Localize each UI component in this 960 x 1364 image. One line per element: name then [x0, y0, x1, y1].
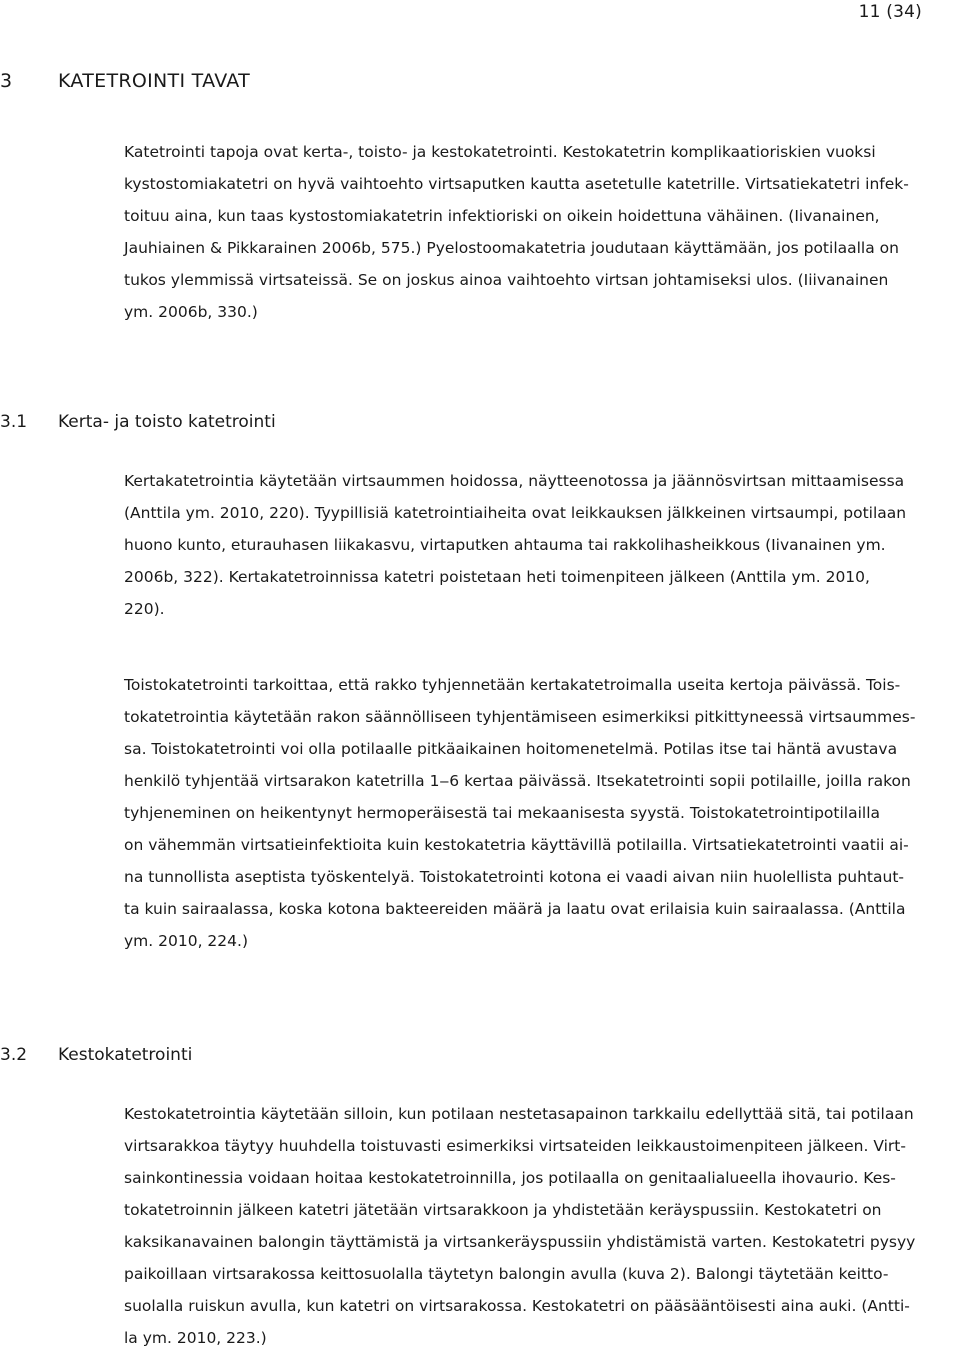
text-line: paikoillaan virtsarakossa keittosuolalla täytetyn balongin avulla (kuva 2). Balongi täytetään keitto- — [124, 1265, 889, 1283]
toistokatetrointi-paragraph — [124, 669, 936, 957]
text-line: suolalla ruiskun avulla, kun katetri on virtsarakossa. Kestokatetri on pääsääntöisesti aina auki. (Antti- — [124, 1297, 910, 1315]
text-line: kaksikanavainen balongin täyttämistä ja virtsankeräyspussiin yhdistämistä varten. Kestokatetri pysyy — [124, 1233, 916, 1251]
text-line: (Anttila ym. 2010, 220). Tyypillisiä katetrointiaiheita ovat leikkauksen jälkkeinen virtsaumpi, potilaan — [124, 504, 907, 522]
section-title: Kestokatetrointi — [58, 1045, 193, 1065]
text-line: kystostomiakatetri on hyvä vaihtoehto virtsaputken kautta asetetulle katetrille. Virtsatiekatetri infek- — [124, 175, 909, 193]
text-line: na tunnollista aseptista työskentelyä. Toistokatetrointi kotona ei vaadi aivan niin huolellista puhtaut- — [124, 868, 905, 886]
text-line: 220). — [124, 600, 165, 618]
text-line: henkilö tyhjentää virtsarakon katetrilla 1‒6 kertaa päivässä. Itsekatetrointi sopii potilaille, joilla rakon — [124, 772, 911, 790]
text-line: virtsarakkoa täytyy huuhdella toistuvasti esimerkiksi virtsateiden leikkaustoimenpiteen jälkeen. Virt- — [124, 1137, 906, 1155]
section-number: 3.2 — [0, 1045, 28, 1065]
text-line: Kertakatetrointia käytetään virtsaummen hoidossa, näytteenotossa ja jäännösvirtsan mittaamisessa — [124, 472, 905, 490]
chapter-heading — [0, 70, 250, 92]
text-line: toituu aina, kun taas kystostomiakatetrin infektioriski on oikein hoidettuna vähäinen. (Iivanainen, — [124, 207, 880, 225]
text-line: huono kunto, eturauhasen liikakasvu, virtaputken ahtauma tai rakkolihasheikkous (Iivanainen ym. — [124, 536, 886, 554]
chapter-title: KATETROINTI TAVAT — [58, 70, 251, 92]
intro-paragraph — [124, 136, 936, 328]
text-line: Kestokatetrointia käytetään silloin, kun potilaan nestetasapainon tarkkailu edellyttää sitä, tai potilaan — [124, 1105, 914, 1123]
section-heading-3-2 — [0, 1045, 192, 1065]
section-title: Kerta- ja toisto katetrointi — [58, 412, 276, 432]
text-line: Toistokatetrointi tarkoittaa, että rakko tyhjennetään kertakatetroimalla useita kertoja päivässä. Tois- — [124, 676, 901, 694]
chapter-number: 3 — [0, 70, 13, 92]
page-number: 11 (34) — [858, 2, 922, 22]
kestokatetrointi-paragraph — [124, 1098, 936, 1354]
text-line: ta kuin sairaalassa, koska kotona bakteereiden määrä ja laatu ovat erilaisia kuin sairaalassa. (Anttila — [124, 900, 906, 918]
text-line: 2006b, 322). Kertakatetroinnissa katetri poistetaan heti toimenpiteen jälkeen (Anttila ym. 2010, — [124, 568, 870, 586]
text-line: Jauhiainen & Pikkarainen 2006b, 575.) Pyelostoomakatetria joudutaan käyttämään, jos potilaalla on — [124, 239, 899, 257]
text-line: ym. 2010, 224.) — [124, 932, 248, 950]
text-line: on vähemmän virtsatieinfektioita kuin kestokatetria käyttävillä potilailla. Virtsatiekatetrointi vaatii ai- — [124, 836, 909, 854]
section-heading-3-1 — [0, 412, 276, 432]
text-line: tokatetroinnin jälkeen katetri jätetään virtsarakkoon ja yhdistetään keräyspussiin. Kestokatetri on — [124, 1201, 882, 1219]
text-line: tyhjeneminen on heikentynyt hermoperäisestä tai mekaanisesta syystä. Toistokatetrointipotilailla — [124, 804, 881, 822]
text-line: Katetrointi tapoja ovat kerta-, toisto- ja kestokatetrointi. Kestokatetrin komplikaatioriskien vuoksi — [124, 143, 876, 161]
kertakatetrointi-paragraph — [124, 465, 936, 625]
text-line: tukos ylemmissä virtsateissä. Se on joskus ainoa vaihtoehto virtsan johtamiseksi ulos. (Iiivanainen — [124, 271, 889, 289]
text-line: la ym. 2010, 223.) — [124, 1329, 267, 1347]
text-line: sainkontinessia voidaan hoitaa kestokatetroinnilla, jos potilaalla on genitaalialueella ihovaurio. Kes- — [124, 1169, 896, 1187]
text-line: tokatetrointia käytetään rakon säännölliseen tyhjentämiseen esimerkiksi pitkittyneessä virtsaummes- — [124, 708, 916, 726]
text-line: ym. 2006b, 330.) — [124, 303, 258, 321]
section-number: 3.1 — [0, 412, 28, 432]
text-line: sa. Toistokatetrointi voi olla potilaalle pitkäaikainen hoitomenetelmä. Potilas itse tai häntä avustava — [124, 740, 898, 758]
